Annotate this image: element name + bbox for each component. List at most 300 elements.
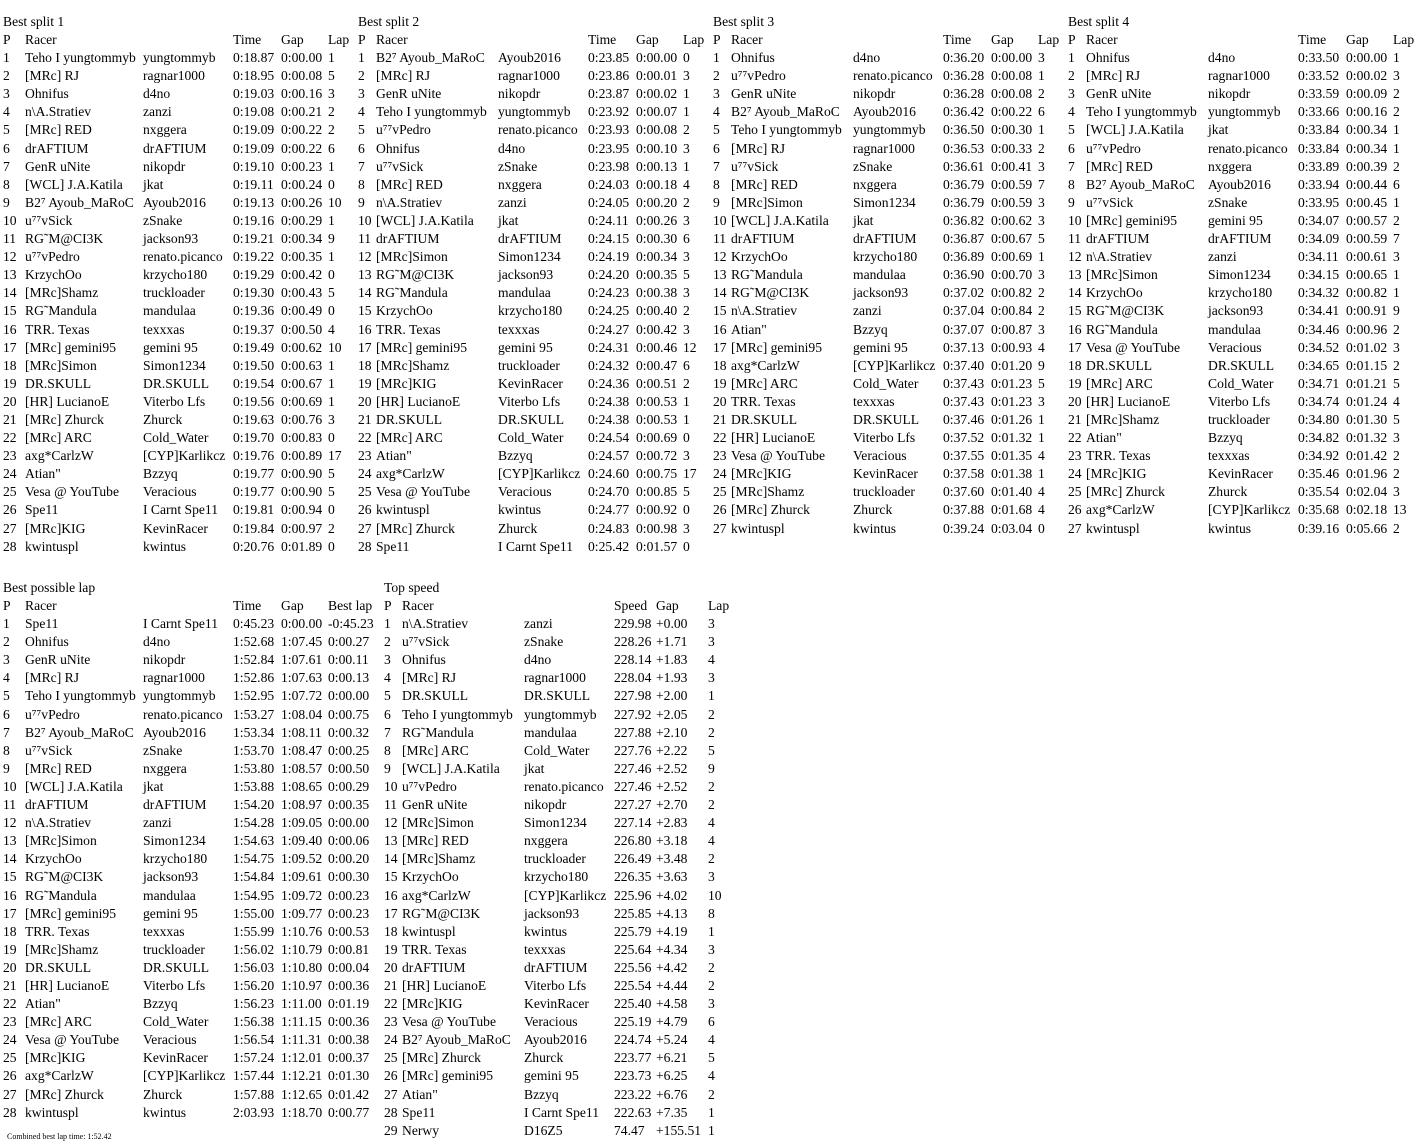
- cell-gap: 0:00.96: [1346, 321, 1388, 337]
- cell-lap: 4: [708, 1032, 715, 1048]
- cell-pos: 24: [3, 1032, 17, 1048]
- cell-username: yungtommyb: [524, 706, 597, 722]
- cell-time: 0:39.16: [1298, 520, 1340, 536]
- cell-racer: u⁷⁷vPedro: [402, 778, 457, 794]
- cell-pos: 20: [384, 959, 398, 975]
- cell-gap: 0:00.08: [991, 86, 1033, 102]
- cell-time: 0:33.50: [1298, 50, 1340, 66]
- cell-pos: 17: [1068, 339, 1082, 355]
- cell-time: 225.40: [614, 996, 652, 1012]
- cell-time: 0:19.16: [233, 212, 275, 228]
- cell-pos: 1: [3, 50, 10, 66]
- cell-racer: [WCL] J.A.Katila: [1086, 122, 1184, 138]
- cell-lap: 1: [328, 393, 335, 409]
- cell-lap: 4: [1038, 484, 1045, 500]
- cell-time: 0:24.25: [588, 303, 630, 319]
- cell-username: texxxas: [853, 393, 895, 409]
- cell-lap: 0: [683, 502, 690, 518]
- table-row: [1068, 284, 1423, 302]
- cell-pos: 23: [1068, 448, 1082, 464]
- cell-pos: 19: [713, 375, 727, 391]
- cell-lap: 5: [1393, 375, 1400, 391]
- cell-username: kwintus: [143, 538, 187, 554]
- cell-lap: 2: [328, 520, 335, 536]
- cell-time: 0:19.37: [233, 321, 275, 337]
- cell-time: 0:24.32: [588, 357, 630, 373]
- cell-racer: KrzychOo: [376, 303, 433, 319]
- cell-gap: +2.10: [656, 724, 688, 740]
- cell-lap: 1: [328, 375, 335, 391]
- cell-time: 0:36.53: [943, 140, 985, 156]
- header-row: [3, 31, 358, 49]
- cell-lap: 3: [683, 140, 690, 156]
- table-row: [713, 230, 1068, 248]
- cell-username: krzycho180: [143, 851, 208, 867]
- cell-gap: 0:00.02: [1346, 68, 1388, 84]
- cell-pos: 16: [3, 887, 17, 903]
- column-header-lap: Best lap: [328, 598, 373, 613]
- cell-lap: 0:00.06: [328, 833, 370, 849]
- cell-lap: 1: [328, 249, 335, 265]
- cell-username: truckloader: [143, 285, 205, 301]
- cell-time: 227.46: [614, 760, 652, 776]
- cell-pos: 12: [1068, 249, 1082, 265]
- cell-gap: 1:10.80: [281, 959, 323, 975]
- cell-time: 0:34.07: [1298, 212, 1340, 228]
- table-row: [3, 887, 378, 905]
- column-header-lap: Lap: [1038, 32, 1060, 47]
- table-row: [358, 248, 713, 266]
- cell-gap: 0:00.69: [281, 393, 323, 409]
- cell-gap: 0:01.38: [991, 466, 1033, 482]
- cell-racer: [HR] LucianoE: [376, 393, 461, 409]
- cell-racer: kwintuspl: [731, 520, 785, 536]
- table-row: [713, 49, 1068, 67]
- table-row: [3, 103, 358, 121]
- table-row: [3, 158, 358, 176]
- table-row: [1068, 212, 1423, 230]
- cell-gap: 0:01.30: [1346, 411, 1388, 427]
- cell-time: 0:34.74: [1298, 393, 1340, 409]
- cell-lap: 2: [1393, 448, 1400, 464]
- cell-time: 0:19.36: [233, 303, 275, 319]
- cell-racer: drAFTIUM: [25, 140, 89, 156]
- cell-pos: 7: [358, 158, 365, 174]
- cell-time: 0:37.43: [943, 375, 985, 391]
- table-row: [713, 212, 1068, 230]
- cell-lap: 4: [1038, 448, 1045, 464]
- cell-username: zanzi: [524, 616, 553, 632]
- cell-username: ragnar1000: [143, 68, 205, 84]
- cell-pos: 19: [3, 375, 17, 391]
- cell-time: 2:03.93: [233, 1104, 275, 1120]
- column-header-time: Time: [943, 32, 972, 47]
- cell-time: 0:23.85: [588, 50, 630, 66]
- cell-username: zanzi: [498, 194, 527, 210]
- column-header-pos: P: [3, 598, 11, 613]
- cell-gap: +4.79: [656, 1014, 688, 1030]
- cell-gap: 0:00.34: [636, 249, 678, 265]
- column-header-time: Time: [588, 32, 617, 47]
- cell-pos: 24: [713, 466, 727, 482]
- table-row: [3, 194, 358, 212]
- cell-pos: 8: [3, 742, 10, 758]
- cell-gap: 0:01.96: [1346, 466, 1388, 482]
- cell-time: 0:19.70: [233, 430, 275, 446]
- cell-gap: 1:09.72: [281, 887, 323, 903]
- table-row: [3, 230, 358, 248]
- cell-pos: 20: [1068, 393, 1082, 409]
- cell-pos: 2: [3, 68, 10, 84]
- cell-racer: axg*CarlzW: [402, 887, 471, 903]
- cell-lap: 2: [683, 303, 690, 319]
- cell-pos: 3: [1068, 86, 1075, 102]
- cell-gap: 0:00.00: [281, 50, 323, 66]
- cell-username: jackson93: [498, 267, 554, 283]
- header-row: [3, 597, 378, 615]
- cell-time: 225.54: [614, 977, 652, 993]
- cell-lap: 2: [1038, 303, 1045, 319]
- cell-username: I Carnt Spe11: [143, 502, 219, 518]
- cell-time: 225.64: [614, 941, 652, 957]
- cell-time: 0:19.77: [233, 466, 275, 482]
- table-row: [713, 121, 1068, 139]
- cell-lap: 3: [1393, 249, 1400, 265]
- cell-time: 0:24.20: [588, 267, 630, 283]
- cell-gap: 0:01.42: [1346, 448, 1388, 464]
- cell-time: 0:37.43: [943, 393, 985, 409]
- cell-lap: 1: [683, 411, 690, 427]
- table-row: [3, 959, 378, 977]
- cell-gap: 0:01.35: [991, 448, 1033, 464]
- cell-time: 228.14: [614, 652, 652, 668]
- cell-time: 226.35: [614, 869, 652, 885]
- table-row: [358, 67, 713, 85]
- table-row: [384, 1086, 738, 1104]
- cell-username: Veracious: [143, 1032, 197, 1048]
- cell-pos: 20: [358, 393, 372, 409]
- cell-username: mandulaa: [853, 267, 906, 283]
- cell-gap: 0:00.07: [636, 104, 678, 120]
- cell-lap: 3: [683, 249, 690, 265]
- cell-gap: 0:00.76: [281, 411, 323, 427]
- cell-username: jackson93: [143, 231, 199, 247]
- cell-gap: 0:00.62: [281, 339, 323, 355]
- cell-pos: 21: [713, 411, 727, 427]
- cell-gap: 0:00.16: [1346, 104, 1388, 120]
- cell-username: texxxas: [524, 941, 566, 957]
- table-row: [358, 538, 713, 556]
- cell-pos: 4: [1068, 104, 1075, 120]
- cell-gap: +4.19: [656, 923, 688, 939]
- cell-username: renato.picanco: [143, 706, 223, 722]
- cell-lap: 1: [1038, 430, 1045, 446]
- table-row: [713, 483, 1068, 501]
- cell-username: d4no: [498, 140, 526, 156]
- cell-lap: 2: [328, 104, 335, 120]
- cell-gap: 1:09.61: [281, 869, 323, 885]
- cell-pos: 11: [358, 231, 372, 247]
- table-row: [3, 357, 358, 375]
- cell-username: Bzzyq: [1208, 430, 1243, 446]
- cell-pos: 22: [3, 430, 17, 446]
- cell-username: Ayoub2016: [853, 104, 916, 120]
- cell-racer: KrzychOo: [25, 851, 82, 867]
- table-row: [358, 158, 713, 176]
- cell-username: d4no: [853, 50, 881, 66]
- cell-time: 0:24.57: [588, 448, 630, 464]
- cell-pos: 12: [713, 249, 727, 265]
- cell-racer: Teho I yungtommyb: [1086, 104, 1197, 120]
- table-row: [358, 284, 713, 302]
- cell-racer: axg*CarlzW: [25, 1068, 94, 1084]
- cell-racer: [MRc]KIG: [25, 1050, 86, 1066]
- cell-pos: 25: [358, 484, 372, 500]
- cell-lap: 0:00.04: [328, 959, 370, 975]
- cell-pos: 1: [1068, 50, 1075, 66]
- cell-time: 0:23.93: [588, 122, 630, 138]
- cell-username: texxxas: [143, 923, 185, 939]
- cell-lap: 9: [1038, 357, 1045, 373]
- top-speed-table: [384, 597, 738, 1140]
- cell-racer: [MRc] ARC: [25, 430, 92, 446]
- cell-lap: 3: [708, 869, 715, 885]
- cell-lap: 1: [683, 393, 690, 409]
- cell-gap: 0:00.34: [1346, 140, 1388, 156]
- table-row: [384, 669, 738, 687]
- cell-pos: 22: [713, 430, 727, 446]
- cell-gap: 0:00.09: [1346, 86, 1388, 102]
- cell-gap: 0:00.90: [281, 484, 323, 500]
- cell-time: 0:36.89: [943, 249, 985, 265]
- table-row: [1068, 266, 1423, 284]
- cell-lap: 3: [708, 670, 715, 686]
- cell-gap: 1:08.04: [281, 706, 323, 722]
- cell-gap: +6.76: [656, 1086, 688, 1102]
- cell-racer: KrzychOo: [731, 249, 788, 265]
- cell-lap: 1: [1038, 68, 1045, 84]
- table-row: [1068, 447, 1423, 465]
- cell-racer: [MRc]Shamz: [25, 285, 99, 301]
- cell-gap: 0:00.90: [281, 466, 323, 482]
- cell-lap: 0:00.00: [328, 688, 370, 704]
- column-header-lap: Lap: [683, 32, 705, 47]
- cell-username: kwintus: [498, 502, 542, 518]
- cell-lap: 2: [328, 122, 335, 138]
- cell-lap: 0:00.35: [328, 797, 370, 813]
- cell-racer: Ohnifus: [402, 652, 446, 668]
- cell-username: truckloader: [1208, 411, 1270, 427]
- cell-time: 0:24.38: [588, 393, 630, 409]
- cell-pos: 10: [713, 212, 727, 228]
- cell-racer: [MRc]KIG: [1086, 466, 1147, 482]
- cell-username: nikopdr: [524, 797, 567, 813]
- cell-time: 1:52.68: [233, 634, 275, 650]
- cell-time: 0:33.66: [1298, 104, 1340, 120]
- cell-pos: 1: [3, 616, 10, 632]
- cell-lap: 4: [1038, 502, 1045, 518]
- cell-gap: 0:00.49: [281, 303, 323, 319]
- cell-pos: 15: [713, 303, 727, 319]
- cell-pos: 26: [358, 502, 372, 518]
- cell-time: 0:34.15: [1298, 267, 1340, 283]
- cell-gap: 1:08.97: [281, 797, 323, 813]
- cell-gap: 1:08.11: [281, 724, 322, 740]
- table-row: [3, 266, 358, 284]
- cell-pos: 21: [1068, 411, 1082, 427]
- cell-username: krzycho180: [143, 267, 208, 283]
- cell-time: 0:19.13: [233, 194, 275, 210]
- table-row: [3, 669, 378, 687]
- cell-username: I Carnt Spe11: [524, 1104, 600, 1120]
- cell-username: Cold_Water: [143, 1014, 209, 1030]
- cell-gap: 0:00.67: [281, 375, 323, 391]
- cell-racer: drAFTIUM: [1086, 231, 1150, 247]
- cell-gap: 0:00.08: [991, 68, 1033, 84]
- cell-gap: 0:00.00: [1346, 50, 1388, 66]
- cell-lap: 4: [1393, 393, 1400, 409]
- cell-username: jackson93: [853, 285, 909, 301]
- cell-time: 0:19.54: [233, 375, 275, 391]
- cell-time: 227.98: [614, 688, 652, 704]
- cell-lap: 2: [1393, 321, 1400, 337]
- cell-time: 0:37.40: [943, 357, 985, 373]
- cell-username: ragnar1000: [524, 670, 586, 686]
- cell-lap: 1: [1393, 267, 1400, 283]
- cell-time: 0:19.63: [233, 411, 275, 427]
- cell-time: 0:19.49: [233, 339, 275, 355]
- table-row: [3, 302, 358, 320]
- cell-pos: 7: [384, 724, 391, 740]
- cell-racer: Ohnifus: [25, 86, 69, 102]
- cell-time: 0:19.11: [233, 176, 274, 192]
- table-row: [358, 121, 713, 139]
- cell-username: Simon1234: [853, 194, 916, 210]
- cell-pos: 14: [3, 851, 17, 867]
- cell-time: 0:36.90: [943, 267, 985, 283]
- cell-lap: 10: [328, 194, 342, 210]
- cell-time: 0:35.54: [1298, 484, 1340, 500]
- cell-gap: 0:01.89: [281, 538, 323, 554]
- table-row: [384, 687, 738, 705]
- cell-racer: n\A.Stratiev: [376, 194, 443, 210]
- table-row: [713, 140, 1068, 158]
- cell-username: Simon1234: [143, 833, 206, 849]
- cell-gap: 0:00.21: [281, 104, 323, 120]
- cell-gap: +4.34: [656, 941, 688, 957]
- cell-pos: 16: [1068, 321, 1082, 337]
- cell-pos: 16: [384, 887, 398, 903]
- table-row: [713, 103, 1068, 121]
- cell-racer: DR.SKULL: [25, 375, 92, 391]
- cell-username: krzycho180: [853, 249, 918, 265]
- table-row: [358, 501, 713, 519]
- cell-time: 0:36.82: [943, 212, 985, 228]
- cell-racer: Vesa @ YouTube: [25, 484, 119, 500]
- cell-lap: 1: [1038, 249, 1045, 265]
- cell-gap: 0:01.21: [1346, 375, 1388, 391]
- cell-gap: 0:00.18: [636, 176, 678, 192]
- cell-lap: 1: [1393, 140, 1400, 156]
- column-header-username: [524, 597, 614, 615]
- cell-time: 0:19.77: [233, 484, 275, 500]
- table-row: [384, 1067, 738, 1085]
- cell-lap: 17: [683, 466, 697, 482]
- table-row: [358, 483, 713, 501]
- cell-racer: [MRc] Zhurck: [25, 1086, 104, 1102]
- cell-lap: 3: [1038, 158, 1045, 174]
- cell-pos: 1: [713, 50, 720, 66]
- table-row: [358, 266, 713, 284]
- cell-gap: 0:00.44: [1346, 176, 1388, 192]
- cell-racer: u⁷⁷vPedro: [376, 122, 431, 138]
- cell-lap: 0:00.75: [328, 706, 370, 722]
- cell-username: DR.SKULL: [853, 411, 920, 427]
- cell-racer: n\A.Stratiev: [402, 616, 469, 632]
- table-row: [384, 832, 738, 850]
- cell-time: 1:53.88: [233, 778, 275, 794]
- cell-racer: n\A.Stratiev: [25, 815, 92, 831]
- cell-username: krzycho180: [524, 869, 589, 885]
- cell-pos: 25: [713, 484, 727, 500]
- cell-gap: 1:09.77: [281, 905, 323, 921]
- cell-lap: 3: [1038, 267, 1045, 283]
- cell-pos: 3: [3, 652, 10, 668]
- cell-lap: 2: [1393, 520, 1400, 536]
- cell-lap: 0:00.53: [328, 923, 370, 939]
- cell-gap: 1:12.01: [281, 1050, 323, 1066]
- cell-pos: 5: [3, 688, 10, 704]
- table-row: [384, 995, 738, 1013]
- cell-pos: 8: [713, 176, 720, 192]
- cell-pos: 27: [384, 1086, 398, 1102]
- table-row: [1068, 429, 1423, 447]
- cell-gap: 0:00.92: [636, 502, 678, 518]
- table-row: [713, 465, 1068, 483]
- cell-pos: 16: [358, 321, 372, 337]
- split-2-block: [358, 13, 713, 556]
- cell-time: 0:24.38: [588, 411, 630, 427]
- cell-gap: 0:00.10: [636, 140, 678, 156]
- cell-time: 0:36.87: [943, 231, 985, 247]
- cell-lap: 2: [1038, 285, 1045, 301]
- cell-lap: 0: [683, 538, 690, 554]
- cell-racer: [MRc] RED: [25, 122, 92, 138]
- cell-pos: 9: [3, 194, 10, 210]
- cell-racer: GenR uNite: [376, 86, 442, 102]
- cell-lap: 0:00.36: [328, 977, 370, 993]
- cell-time: 0:23.86: [588, 68, 630, 84]
- cell-gap: +0.00: [656, 616, 688, 632]
- cell-pos: 4: [384, 670, 391, 686]
- cell-time: 224.74: [614, 1032, 652, 1048]
- cell-time: 0:24.03: [588, 176, 630, 192]
- table-row: [713, 375, 1068, 393]
- cell-pos: 18: [3, 923, 17, 939]
- cell-username: renato.picanco: [498, 122, 578, 138]
- cell-username: Ayoub2016: [1208, 176, 1271, 192]
- cell-username: kwintus: [853, 520, 897, 536]
- table-row: [358, 447, 713, 465]
- cell-username: DR.SKULL: [498, 411, 565, 427]
- header-row: [1068, 31, 1423, 49]
- cell-gap: 0:00.16: [281, 86, 323, 102]
- cell-username: Simon1234: [498, 249, 561, 265]
- cell-gap: 0:00.51: [636, 375, 678, 391]
- cell-lap: 3: [683, 68, 690, 84]
- cell-lap: 3: [708, 996, 715, 1012]
- cell-racer: GenR uNite: [25, 158, 91, 174]
